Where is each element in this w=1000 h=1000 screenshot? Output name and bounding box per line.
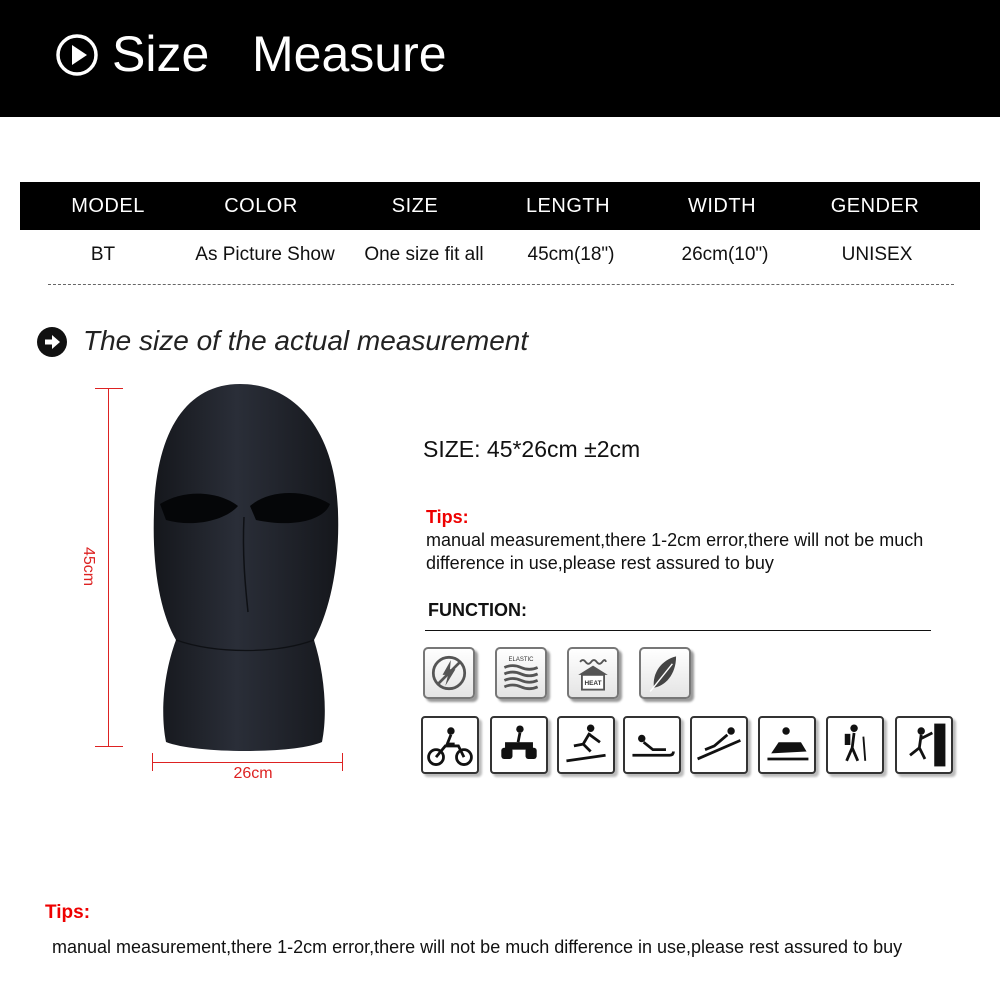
climbing-icon [895,716,953,774]
header-gender: GENDER [830,195,920,217]
arrow-circle-icon [37,327,67,357]
title-banner [0,0,1000,117]
spec-table-header [20,182,980,230]
width-label: 26cm [233,765,273,782]
height-measure-cap-bottom [95,746,123,747]
header-size: SIZE [391,195,439,217]
height-measure-cap-top [95,388,123,389]
cell-model: BT [90,244,116,265]
elastic-badge-text: ELASTIC [508,657,534,663]
function-label: FUNCTION: [428,600,527,620]
function-underline [425,630,931,631]
banner-title-size: Size [112,26,210,82]
snowmobile-icon [758,716,816,774]
cross-country-ski-icon [557,716,615,774]
spec-table-row [20,244,980,270]
atv-icon [490,716,548,774]
cell-length: 45cm(18") [527,244,615,265]
height-label: 45cm [80,547,97,587]
header-length: LENGTH [525,195,611,217]
tips-label: Tips: [426,507,469,527]
tips-text: manual measurement,there 1-2cm error,there will not be much difference in use,please rest assured to buy [426,530,924,573]
ski-jump-icon [690,716,748,774]
lightweight-feather-icon [639,647,691,699]
banner-title-measure: Measure [252,26,447,82]
elastic-icon [495,647,547,699]
header-model: MODEL [71,195,145,217]
heat-icon [567,647,619,699]
cell-color: As Picture Show [195,244,335,265]
anti-static-icon [423,647,475,699]
hiking-icon [826,716,884,774]
bottom-tips-text: manual measurement,there 1-2cm error,there will not be much difference in use,please rest assured to buy [52,937,903,957]
width-measure-cap-left [152,753,153,771]
width-measure-cap-right [342,753,343,771]
height-measure-line [108,388,109,746]
cell-width: 26cm(10") [681,244,769,265]
motorcycle-icon [421,716,479,774]
dashed-divider [48,284,954,285]
size-tolerance: SIZE: 45*26cm ±2cm [423,436,641,462]
sledding-icon [623,716,681,774]
heat-badge-text: HEAT [584,680,602,687]
cell-gender: UNISEX [841,244,913,265]
balaclava-image [146,382,346,754]
play-icon [55,33,99,77]
header-color: COLOR [224,195,298,217]
bottom-tips-label: Tips: [45,902,91,923]
cell-size: One size fit all [364,244,484,265]
section-title: The size of the actual measurement [83,325,529,356]
header-width: WIDTH [687,195,757,217]
width-measure-line [152,762,342,763]
